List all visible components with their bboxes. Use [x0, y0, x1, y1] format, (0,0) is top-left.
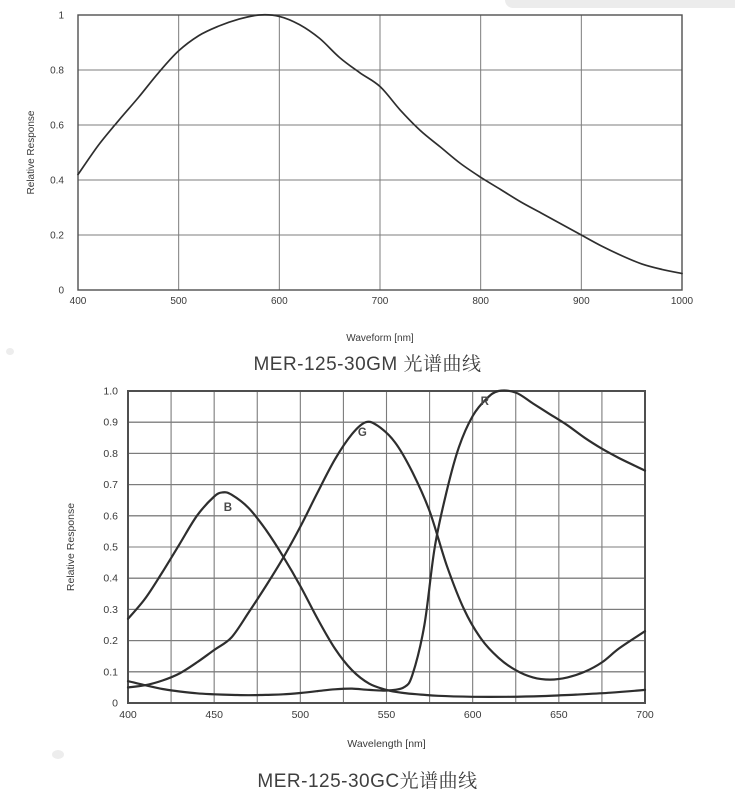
series-label-B: B: [223, 502, 233, 515]
x-tick: 700: [636, 709, 654, 721]
y-tick: 0.6: [103, 510, 118, 523]
x-tick: 550: [377, 709, 396, 721]
series-label-G: G: [357, 427, 367, 440]
y-tick: 0.1: [103, 666, 118, 679]
x-tick: 500: [291, 709, 310, 721]
y-tick: 0: [58, 285, 64, 297]
x-axis-title: Wavelength [nm]: [347, 738, 426, 750]
y-tick: 0.2: [50, 230, 64, 242]
y-tick: 0.5: [103, 541, 118, 554]
x-tick-labels: [70, 296, 694, 307]
x-tick: 600: [270, 296, 288, 307]
y-tick: 0.8: [103, 447, 118, 460]
y-tick: 0.4: [50, 175, 64, 187]
x-tick: 900: [572, 296, 590, 307]
scan-smudge-artifact: [52, 750, 64, 759]
y-tick-labels: [103, 386, 118, 710]
y-tick: 0.2: [103, 635, 118, 648]
x-axis-title: Waveform [nm]: [346, 333, 414, 344]
y-tick: 0.3: [103, 603, 118, 616]
y-axis-title: Relative Response: [26, 110, 37, 195]
scan-smudge-artifact: [6, 348, 14, 355]
gm-spectral-response-chart: [0, 0, 735, 350]
y-tick-labels: [50, 11, 64, 297]
y-axis-title: Relative Response: [65, 502, 77, 592]
y-tick: 0: [112, 697, 118, 710]
y-tick: 0.9: [103, 416, 118, 429]
x-tick: 600: [463, 709, 482, 721]
x-tick-labels: [119, 709, 654, 721]
x-tick: 700: [371, 296, 389, 307]
grid-lines: [78, 15, 682, 290]
x-tick: 450: [205, 709, 223, 721]
gm-chart-caption: MER-125-30GM 光谱曲线: [253, 354, 482, 375]
x-tick: 1000: [670, 296, 694, 307]
x-tick: 400: [69, 296, 87, 307]
y-tick: 0.7: [103, 479, 118, 492]
y-tick: 1.0: [103, 385, 118, 398]
series-label-R: R: [480, 396, 489, 409]
y-tick: 0.6: [50, 120, 64, 132]
x-tick: 400: [119, 709, 137, 721]
x-tick: 650: [550, 709, 568, 721]
gc-spectral-response-chart: [0, 375, 735, 760]
y-tick: 1: [58, 10, 64, 22]
x-tick: 800: [472, 296, 490, 307]
y-tick: 0.8: [50, 65, 64, 77]
y-tick: 0.4: [103, 572, 118, 585]
x-tick: 500: [170, 296, 188, 307]
gc-chart-caption: MER-125-30GC光谱曲线: [257, 771, 478, 792]
